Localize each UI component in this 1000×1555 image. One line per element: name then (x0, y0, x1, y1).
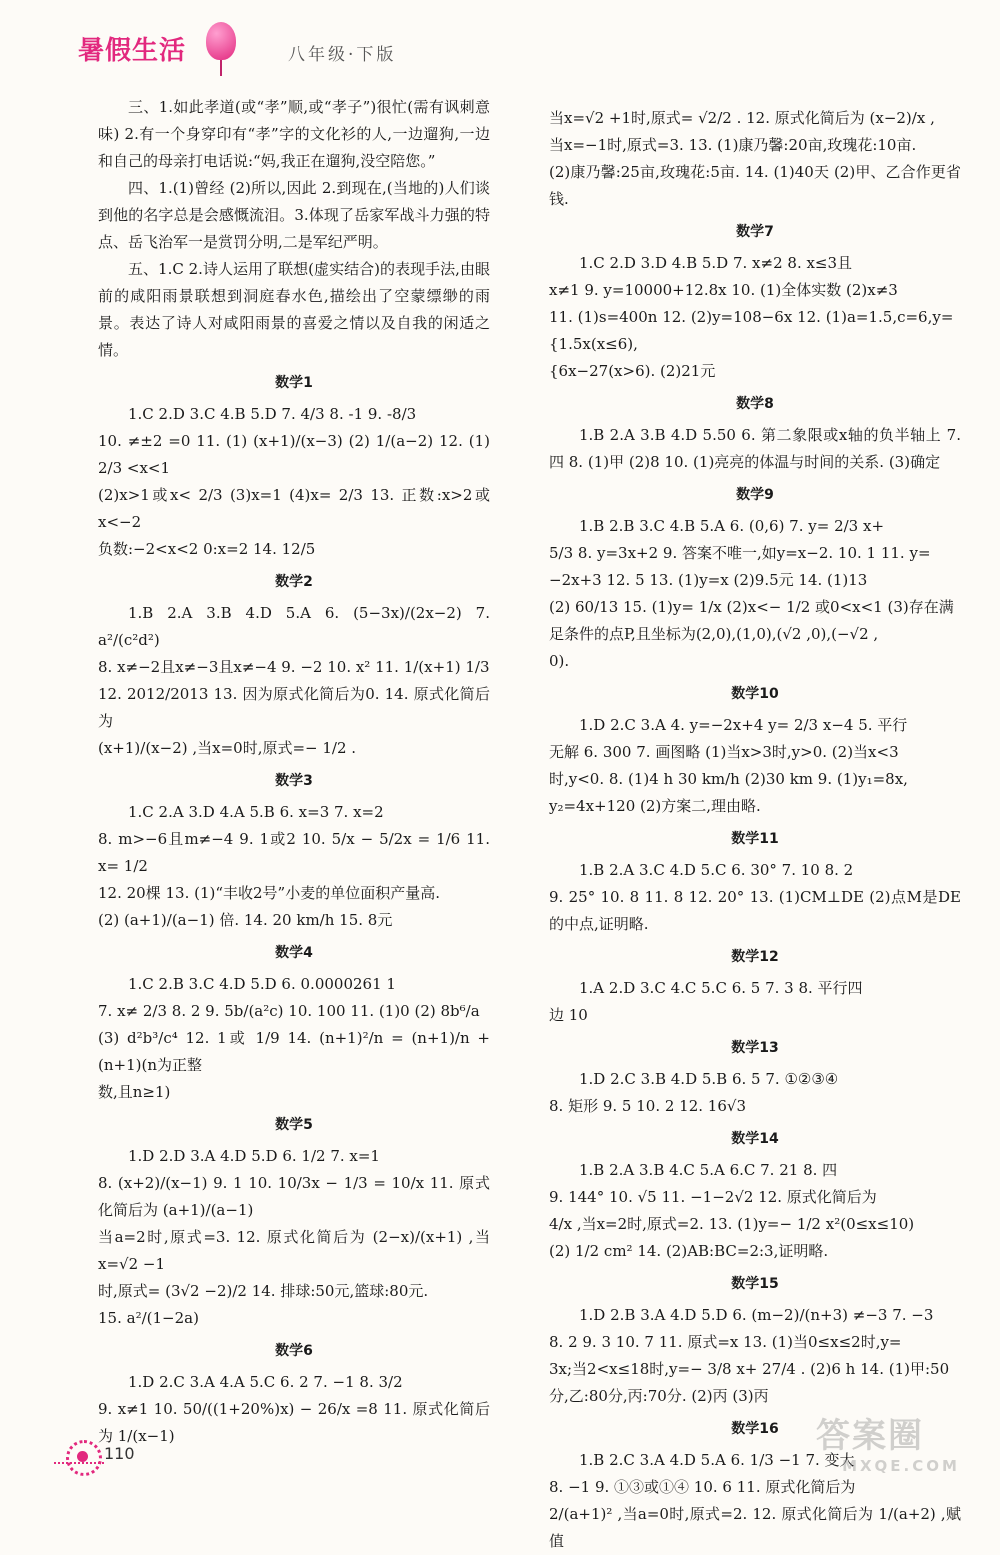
answer-line: 8. m>−6且m≠−4 9. 1或2 10. 5/x − 5/2x = 1/6 11. x= 1/2 (98, 830, 490, 875)
answer-line: 足条件的点P,且坐标为(2,0),(1,0),(√2 ,0),(−√2 , (549, 625, 879, 643)
answer-line: 10. ≠±2 =0 11. (1) (x+1)/(x−3) (2) 1/(a−2) 12. (1) 2/3 <x<1 (98, 432, 490, 477)
answer-paragraph: 四、1.(1)曾经 (2)所以,因此 2.到现在,(当地的)人们谈到他的名字总是会感慨流泪。3.体现了岳家军战斗力强的特点、岳飞治军一是赏罚分明,二是军纪严明。 (98, 179, 490, 251)
section-title: 数学5 (275, 1117, 313, 1133)
answer-line: 1.D 2.C 3.A 4.A 5.C 6. 2 7. −1 8. 3/2 (128, 1373, 403, 1391)
answer-line: 1.C 2.D 3.D 4.B 5.D 7. x≠2 8. x≤3且 (579, 254, 853, 272)
answer-line: 12. 20棵 13. (1)“丰收2号”小麦的单位面积产量高. (98, 884, 440, 902)
right-column (549, 105, 961, 1555)
answer-line: 1.B 2.A 3.B 4.C 5.A 6.C 7. 21 8. 四 (579, 1161, 838, 1179)
answer-line: 时,y<0. 8. (1)4 h 30 km/h (2)30 km 9. (1)y₁=8x, (549, 770, 908, 788)
answer-line: 1.C 2.B 3.C 4.D 5.D 6. 0.0000261 1 (128, 975, 396, 993)
answer-line: 2/(a+1)² ,当a=0时,原式=2. 12. 原式化简后为 1/(a+2) ,赋值 (549, 1505, 961, 1550)
answer-line: (2)x>1或x< 2/3 (3)x=1 (4)x= 2/3 13. 正数:x>2或x<−2 (98, 486, 490, 531)
answer-line: (2)康乃馨:25亩,玫瑰花:5亩. 14. (1)40天 (2)甲、乙合作更省钱. (549, 163, 961, 208)
answer-line: 1.A 2.D 3.C 4.C 5.C 6. 5 7. 3 8. 平行四 (579, 979, 863, 997)
answer-line: 8. x≠−2且x≠−3且x≠−4 9. −2 10. x² 11. 1/(x+1) 1/3 (98, 658, 490, 676)
answer-line: 当x=√2 +1时,原式= √2/2 . 12. 原式化简后为 (x−2)/x , (549, 109, 935, 127)
answer-line: {1.5x(x≤6), (549, 335, 638, 353)
balloon-icon (206, 22, 236, 60)
section-title: 数学8 (736, 396, 774, 412)
section-title: 数学2 (275, 574, 313, 590)
answer-line: 当x=−1时,原式=3. 13. (1)康乃馨:20亩,玫瑰花:10亩. (549, 136, 917, 154)
answer-paragraph: 五、1.C 2.诗人运用了联想(虚实结合)的表现手法,由眼前的咸阳雨景联想到洞庭春水色,描绘出了空蒙缥缈的雨景。表达了诗人对咸阳雨景的喜爱之情以及自我的闲适之情。 (98, 260, 490, 359)
balloon-string (220, 60, 222, 76)
sun-core (77, 1451, 88, 1462)
watermark-brand: 答案圈 (816, 1416, 924, 1456)
answer-line: 9. 144° 10. √5 11. −1−2√2 12. 原式化简后为 (549, 1188, 877, 1206)
answer-line: 8. −1 9. ①③或①④ 10. 6 11. 原式化简后为 (549, 1478, 856, 1496)
answer-line: 1.B 2.A 3.C 4.D 5.C 6. 30° 7. 10 8. 2 (579, 861, 854, 879)
answer-line: 3x;当2<x≤18时,y=− 3/8 x+ 27/4 . (2)6 h 14. (1)甲:50 (549, 1360, 950, 1378)
answer-line: x≠1 9. y=10000+12.8x 10. (1)全体实数 (2)x≠3 (549, 281, 898, 299)
section-title: 数学11 (731, 831, 779, 847)
section-title: 数学7 (736, 224, 774, 240)
book-logo: 暑假生活 (78, 36, 187, 66)
answer-line: 9. 25° 10. 8 11. 8 12. 20° 13. (1)CM⊥DE (2)点M是DE的中点,证明略. (549, 888, 961, 933)
answer-line: 1.D 2.C 3.A 4. y=−2x+4 y= 2/3 x−4 5. 平行 (579, 716, 908, 734)
answer-line: 12. 2012/2013 13. 因为原式化简后为0. 14. 原式化简后为 (98, 685, 490, 730)
answer-line: (2) 1/2 cm² 14. (2)AB:BC=2:3,证明略. (549, 1242, 829, 1260)
section-title: 数学9 (736, 487, 774, 503)
section-title: 数学4 (275, 945, 313, 961)
answer-line: 8. 2 9. 3 10. 7 11. 原式=x 13. (1)当0≤x≤2时,y= (549, 1333, 902, 1351)
answer-line: 1.B 2.B 3.C 4.B 5.A 6. (0,6) 7. y= 2/3 x+ (579, 517, 885, 535)
section-title: 数学1 (275, 375, 313, 391)
answer-line: 分,乙:80分,丙:70分. (2)丙 (3)丙 (549, 1387, 769, 1405)
answer-line: 当a=2时,原式=3. 12. 原式化简后为 (2−x)/(x+1) ,当x=√2 −1 (98, 1228, 490, 1273)
section-title: 数学15 (731, 1276, 779, 1292)
answer-line: y₂=4x+120 (2)方案二,理由略. (549, 797, 761, 815)
answer-line: {6x−27(x>6). (2)21元 (549, 362, 716, 380)
section-title: 数学14 (731, 1131, 779, 1147)
answer-line: 1.C 2.A 3.D 4.A 5.B 6. x=3 7. x=2 (128, 803, 384, 821)
page-footer (60, 1444, 260, 1478)
answer-line: 9. x≠1 10. 50/((1+20%)x) − 26/x =8 11. 原式化简后为 1/(x−1) (98, 1400, 490, 1445)
answer-line: −2x+3 12. 5 13. (1)y=x (2)9.5元 14. (1)13 (549, 571, 868, 589)
answer-line: 11. (1)s=400n 12. (2)y=108−6x 12. (1)a=1.5,c=6,y= (549, 308, 954, 326)
answer-line: (3) d²b³/c⁴ 12. 1或 1/9 14. (n+1)²/n = (n+1)/n + (n+1)(n为正整 (98, 1029, 490, 1074)
page-number: 110 (104, 1444, 135, 1463)
answer-line: 4/x ,当x=2时,原式=2. 13. (1)y=− 1/2 x²(0≤x≤10) (549, 1215, 915, 1233)
answer-line: 8. (x+2)/(x−1) 9. 1 10. 10/3x − 1/3 = 10/x 11. 原式化简后为 (a+1)/(a−1) (98, 1174, 490, 1219)
grade-label: 八年级·下版 (288, 45, 397, 65)
answer-line: 1.C 2.D 3.C 4.B 5.D 7. 4/3 8. -1 9. -8/3 (128, 405, 417, 423)
left-column (98, 94, 490, 1450)
answer-line: 负数:−2<x<2 0:x=2 14. 12/5 (98, 540, 316, 558)
answer-line: (2) (a+1)/(a−1) 倍. 14. 20 km/h 15. 8元 (98, 911, 393, 929)
page-header (78, 22, 498, 82)
answer-line: 1.D 2.B 3.A 4.D 5.D 6. (m−2)/(n+3) ≠−3 7. −3 (579, 1306, 934, 1324)
answer-line: 数,且n≥1) (98, 1083, 171, 1101)
answer-line: 1.B 2.C 3.A 4.D 5.A 6. 1/3 −1 7. 变大 (579, 1451, 855, 1469)
answer-line: 边 10 (549, 1006, 588, 1024)
section-title: 数学16 (731, 1421, 779, 1437)
answer-line: 1.B 2.A 3.B 4.D 5.50 6. 第二象限或x轴的负半轴上 7. 四 8. (1)甲 (2)8 10. (1)亮亮的体温与时间的关系. (3)确定 (549, 426, 961, 471)
section-title: 数学3 (275, 773, 313, 789)
answer-line: 1.D 2.D 3.A 4.D 5.D 6. 1/2 7. x=1 (128, 1147, 380, 1165)
answer-paragraph: 三、1.如此孝道(或“孝”顺,或“孝子”)很忙(需有讽刺意味) 2.有一个身穿印有“孝”字的文化衫的人,一边遛狗,一边和自己的母亲打电话说:“妈,我正在遛狗,没空陪您。” (98, 98, 490, 170)
answer-line: 1.B 2.A 3.B 4.D 5.A 6. (5−3x)/(2x−2) 7. a²/(c²d²) (98, 604, 490, 649)
answer-line: (x+1)/(x−2) ,当x=0时,原式=− 1/2 . (98, 739, 357, 757)
watermark-url: MXQE.COM (842, 1457, 960, 1475)
section-title: 数学6 (275, 1343, 313, 1359)
answer-line: 时,原式= (3√2 −2)/2 14. 排球:50元,篮球:80元. (98, 1282, 429, 1300)
answer-line: 15. a²/(1−2a) (98, 1309, 199, 1327)
section-title: 数学13 (731, 1040, 779, 1056)
watermark (816, 1408, 986, 1475)
answer-line: 0). (549, 652, 570, 670)
answer-line: 无解 6. 300 7. 画图略 (1)当x>3时,y>0. (2)当x<3 (549, 743, 899, 761)
answer-line: 7. x≠ 2/3 8. 2 9. 5b/(a²c) 10. 100 11. (1)0 (2) 8b⁶/a (98, 1002, 480, 1020)
answer-line: 8. 矩形 9. 5 10. 2 12. 16√3 (549, 1097, 746, 1115)
answer-line: 5/3 8. y=3x+2 9. 答案不唯一,如y=x−2. 10. 1 11. y= (549, 544, 931, 562)
answer-line: 1.D 2.C 3.B 4.D 5.B 6. 5 7. ①②③④ (579, 1070, 839, 1088)
section-title: 数学12 (731, 949, 779, 965)
answer-line: (2) 60/13 15. (1)y= 1/x (2)x<− 1/2 或0<x<1 (3)存在满 (549, 598, 954, 616)
section-title: 数学10 (731, 686, 779, 702)
